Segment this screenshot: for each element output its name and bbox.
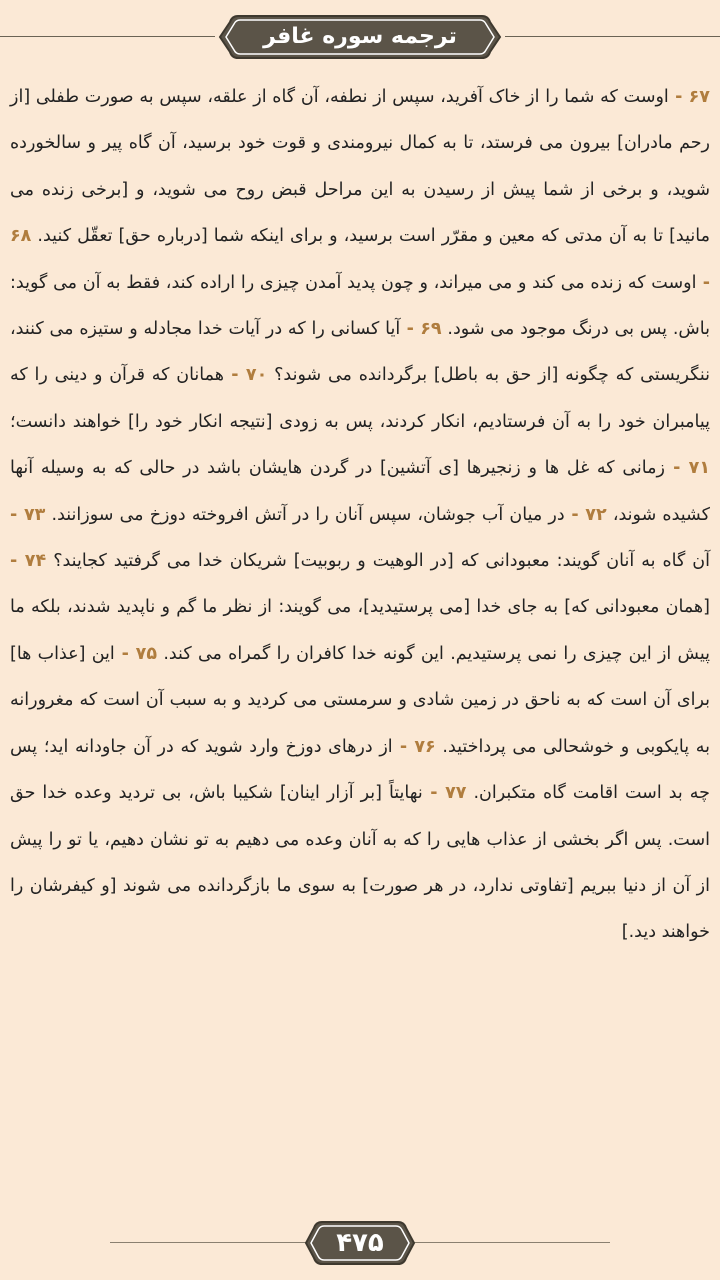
verse-number: ۷۶ bbox=[414, 736, 436, 757]
page-footer bbox=[0, 1212, 720, 1274]
verse-text: [همان معبودانی که] به جای خدا [می پرستیدید]، می گویند: از نظر ما گم و ناپدید شدند، بلکه ما پیش از این چیزی را نمی پرستیدیم. این گونه خدا کافران را گمراه می کند. bbox=[10, 597, 711, 664]
verse-number: ۷۲ bbox=[585, 504, 607, 525]
page-number-plaque bbox=[304, 1220, 416, 1266]
verse-text: زمانی که غل ها و زنجیرها [ی آتشین] در گردن هایشان باشد در حالی که به وسیله آنها کشیده شوند، bbox=[10, 458, 710, 525]
header-right-rule bbox=[505, 36, 720, 37]
verse-separator: - bbox=[422, 783, 446, 804]
verse-separator: - bbox=[668, 87, 689, 107]
footer-left-rule bbox=[110, 1242, 308, 1243]
verse-text: از درهای دوزخ وارد شوید که در آن جاودانه اید؛ پس چه بد است اقامت گاه متکبران. bbox=[10, 736, 710, 804]
page-title: ترجمه سوره غافر bbox=[263, 24, 457, 49]
verse-text: این [عذاب ها] برای آن است که به ناحق در زمین شادی و سرمستی می کردید و به سبب آن است که مغرورانه به پایکوبی و خوشحالی می پرداختید. bbox=[10, 643, 710, 757]
verse-text: اوست که زنده می کند و می میراند، و چون پدید آمدن چیزی را اراده کند، فقط به آن می گوید: باش. پس بی درنگ موجود می شود. bbox=[10, 272, 710, 340]
verse-separator: - bbox=[664, 458, 689, 479]
verse-text: همانان که قرآن و دینی را که پیامبران خود را به آن فرستادیم، انکار کردند، پس به زودی [نتیجه انکار خود را] خواهند دانست؛ bbox=[10, 365, 710, 432]
verse-number: ۷۱ bbox=[688, 458, 711, 479]
verse-text: آیا کسانی را که در آیات خدا مجادله و ستیزه می کنند، ننگریستی که چگونه [از حق به باطل] برگردانده می شوند؟ bbox=[10, 319, 710, 386]
verse-number: ۶۷ bbox=[688, 87, 710, 107]
translation-text bbox=[10, 74, 710, 956]
title-plaque bbox=[218, 14, 502, 60]
verse-number: ۶۸ bbox=[10, 226, 32, 247]
verse-number: ۷۰ bbox=[245, 365, 268, 386]
verse-number: ۷۷ bbox=[445, 783, 467, 804]
verse-separator: - bbox=[400, 319, 421, 340]
verse-text: نهایتاً [بر آزار اینان] شکیبا باش، بی تردید وعده خدا حق است. پس اگر بخشی از عذاب هایی را که به آنان وعده می دهیم به تو نشان دهیم، یا تو را پیش از آن از دنیا ببریم [تفاوتی ندارد، در هر صورت] به سوی ما بازگردانده می شوند [و کیفرشان را خواهند دید.] bbox=[10, 783, 710, 943]
page-number: ۴۷۵ bbox=[336, 1228, 384, 1258]
verse-separator: - bbox=[564, 504, 586, 525]
verse-number: ۷۴ bbox=[24, 551, 47, 572]
verse-separator: - bbox=[10, 551, 25, 572]
verse-text: آن گاه به آنان گویند: معبودانی که [در الوهیت و ربوبیت] شریکان خدا می گرفتید کجایند؟ bbox=[53, 551, 710, 572]
verse-text: اوست که شما را از خاک آفرید، سپس از نطفه، آن گاه از علقه، سپس به صورت طفلی [از رحم مادران] بیرون می فرستد، تا به کمال نیرومندی و قوت خود برسید، آن گاه پیر و سالخورده شوید، و برخی از شما پیش از رسیدن به این مراحل قبض روح می شوید، و [برخی زنده می مانید] تا به آن مدتی که معین و مقرّر است برسید، و برای اینکه شما [درباره حق] تعقّل کنید. bbox=[10, 87, 710, 247]
verse-separator: - bbox=[10, 504, 24, 525]
header-left-rule bbox=[0, 36, 215, 37]
verse-separator: - bbox=[696, 272, 711, 293]
verse-separator: - bbox=[114, 643, 136, 664]
verse-number: ۷۳ bbox=[23, 504, 46, 525]
verse-separator: - bbox=[392, 736, 415, 757]
verse-separator: - bbox=[223, 365, 246, 386]
verse-number: ۷۵ bbox=[135, 643, 158, 664]
verse-paragraph bbox=[10, 74, 710, 956]
verse-text: در میان آب جوشان، سپس آنان را در آتش افروخته دوزخ می سوزانند. bbox=[51, 504, 565, 525]
footer-right-rule bbox=[412, 1242, 610, 1243]
page-header bbox=[0, 6, 720, 66]
verse-number: ۶۹ bbox=[420, 319, 442, 340]
